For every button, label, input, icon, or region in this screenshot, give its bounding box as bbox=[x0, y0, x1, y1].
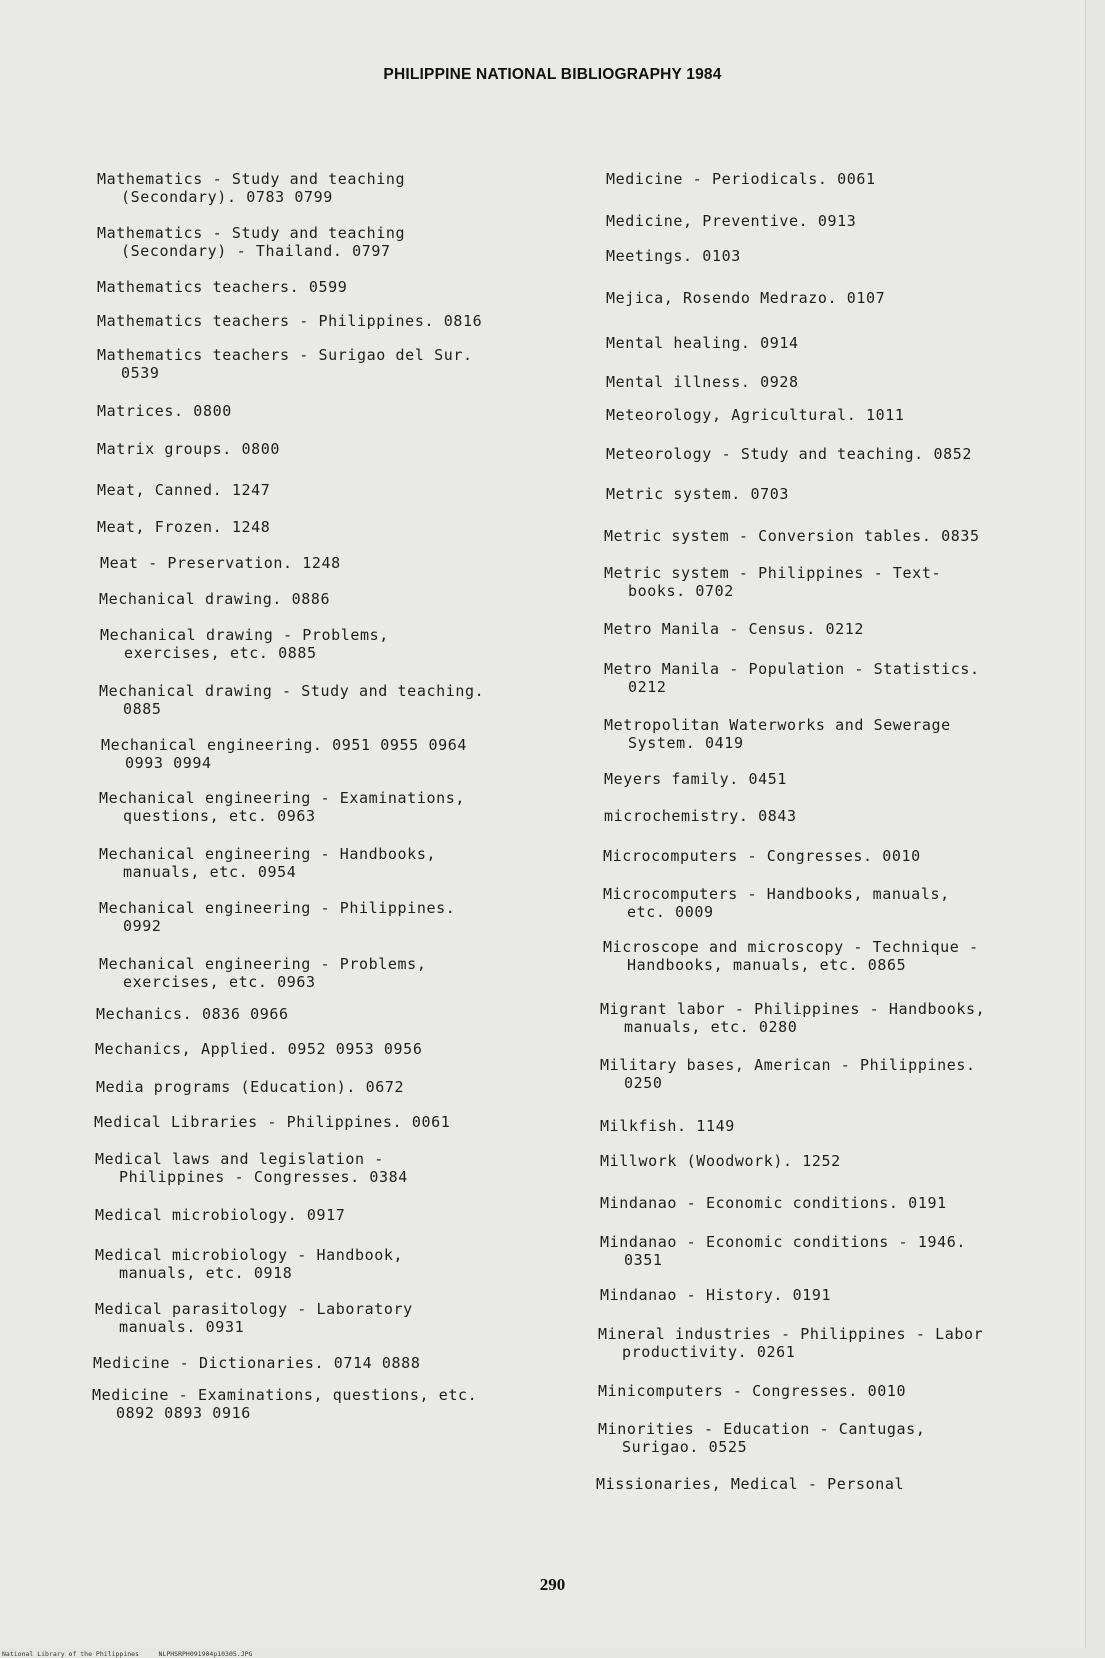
index-entry bbox=[604, 620, 864, 638]
index-entry bbox=[92, 1386, 477, 1422]
index-entry bbox=[604, 564, 941, 600]
entry-continuation: manuals. 0931 bbox=[119, 1318, 245, 1336]
entry-heading: Medicine - Periodicals. 0061 bbox=[606, 170, 876, 188]
entry-heading: Milkfish. 1149 bbox=[600, 1117, 735, 1135]
index-entry bbox=[606, 406, 905, 424]
entry-continuation: exercises, etc. 0885 bbox=[124, 644, 317, 662]
index-entry bbox=[96, 1078, 404, 1096]
index-entry bbox=[101, 736, 467, 772]
entry-continuation: manuals, etc. 0954 bbox=[123, 863, 297, 881]
entry-heading: Matrices. 0800 bbox=[97, 402, 232, 420]
index-entry bbox=[95, 1150, 408, 1186]
entry-heading: Metro Manila - Population - Statistics. bbox=[604, 660, 980, 678]
entry-heading: Meteorology, Agricultural. 1011 bbox=[606, 406, 905, 424]
index-entry bbox=[606, 170, 876, 188]
entry-heading: Mechanical engineering - Problems, bbox=[99, 955, 427, 973]
page-header: PHILIPPINE NATIONAL BIBLIOGRAPHY 1984 bbox=[383, 66, 722, 83]
index-entry bbox=[603, 938, 979, 974]
index-entry bbox=[95, 1040, 422, 1058]
index-entry bbox=[604, 527, 980, 545]
entry-continuation: 0892 0893 0916 bbox=[116, 1404, 251, 1422]
entry-heading: Meat, Frozen. 1248 bbox=[97, 518, 271, 536]
entry-continuation: 0993 0994 bbox=[125, 754, 212, 772]
index-entry bbox=[99, 845, 436, 881]
entry-continuation: 0885 bbox=[123, 700, 162, 718]
entry-heading: Mechanics. 0836 0966 bbox=[96, 1005, 289, 1023]
entry-heading: Meyers family. 0451 bbox=[604, 770, 787, 788]
entry-heading: Mechanics, Applied. 0952 0953 0956 bbox=[95, 1040, 423, 1058]
entry-heading: Migrant labor - Philippines - Handbooks, bbox=[600, 1000, 986, 1018]
entry-heading: Meat, Canned. 1247 bbox=[97, 481, 271, 499]
entry-continuation: 0351 bbox=[624, 1251, 663, 1269]
index-entry bbox=[604, 807, 797, 825]
index-entry bbox=[99, 899, 455, 935]
entry-heading: Medicine - Examinations, questions, etc. bbox=[92, 1386, 478, 1404]
entry-continuation: productivity. 0261 bbox=[622, 1343, 796, 1361]
entry-heading: Mindanao - History. 0191 bbox=[600, 1286, 832, 1304]
index-entry bbox=[604, 660, 980, 696]
entry-heading: Microcomputers - Handbooks, manuals, bbox=[603, 885, 950, 903]
entry-heading: Metric system - Philippines - Text- bbox=[604, 564, 942, 582]
index-entry bbox=[96, 1005, 289, 1023]
entry-heading: Mathematics teachers - Surigao del Sur. bbox=[97, 346, 473, 364]
entry-continuation: (Secondary) - Thailand. 0797 bbox=[121, 242, 391, 260]
entry-continuation: manuals, etc. 0918 bbox=[119, 1264, 293, 1282]
entry-heading: Missionaries, Medical - Personal bbox=[596, 1475, 905, 1493]
index-entry bbox=[598, 1325, 983, 1361]
entry-heading: Mineral industries - Philippines - Labor bbox=[598, 1325, 984, 1343]
entry-heading: Meat - Preservation. 1248 bbox=[100, 554, 341, 572]
index-entry bbox=[97, 224, 405, 260]
index-entry bbox=[603, 847, 921, 865]
scan-footer: National Library of the Philippines NLPHSRPH091904p10305.JPG bbox=[2, 1650, 253, 1658]
index-entry bbox=[598, 1382, 906, 1400]
entry-heading: Mindanao - Economic conditions - 1946. bbox=[600, 1233, 966, 1251]
entry-continuation: etc. 0009 bbox=[627, 903, 714, 921]
entry-heading: Medical Libraries - Philippines. 0061 bbox=[94, 1113, 451, 1131]
index-entry bbox=[100, 554, 341, 572]
entry-heading: Matrix groups. 0800 bbox=[97, 440, 280, 458]
entry-heading: Medicine - Dictionaries. 0714 0888 bbox=[93, 1354, 421, 1372]
index-entry bbox=[97, 402, 232, 420]
index-entry bbox=[606, 212, 856, 230]
entry-heading: microchemistry. 0843 bbox=[604, 807, 797, 825]
index-entry bbox=[97, 312, 482, 330]
entry-heading: Mechanical engineering - Examinations, bbox=[99, 789, 465, 807]
index-entry bbox=[600, 1000, 985, 1036]
index-entry bbox=[97, 518, 270, 536]
index-entry bbox=[94, 1113, 450, 1131]
index-entry bbox=[598, 1420, 925, 1456]
entry-continuation: Handbooks, manuals, etc. 0865 bbox=[627, 956, 907, 974]
index-entry bbox=[606, 289, 885, 307]
index-entry bbox=[99, 789, 465, 825]
index-entry bbox=[97, 278, 347, 296]
entry-heading: Mindanao - Economic conditions. 0191 bbox=[600, 1194, 947, 1212]
entry-heading: Medicine, Preventive. 0913 bbox=[606, 212, 857, 230]
entry-heading: Mathematics - Study and teaching bbox=[97, 224, 406, 242]
index-entry bbox=[99, 955, 426, 991]
entry-heading: Mathematics teachers. 0599 bbox=[97, 278, 348, 296]
entry-heading: Metric system. 0703 bbox=[606, 485, 789, 503]
entry-continuation: 0992 bbox=[123, 917, 162, 935]
entry-heading: Mathematics - Study and teaching bbox=[97, 170, 406, 188]
index-entry bbox=[606, 485, 789, 503]
entry-continuation: Surigao. 0525 bbox=[622, 1438, 748, 1456]
entry-continuation: System. 0419 bbox=[628, 734, 744, 752]
entry-heading: Meetings. 0103 bbox=[606, 247, 741, 265]
entry-continuation: Philippines - Congresses. 0384 bbox=[119, 1168, 408, 1186]
entry-heading: Mechanical engineering - Handbooks, bbox=[99, 845, 437, 863]
index-entry bbox=[606, 373, 799, 391]
entry-heading: Mechanical drawing. 0886 bbox=[99, 590, 331, 608]
index-entry bbox=[606, 334, 799, 352]
index-entry bbox=[99, 682, 484, 718]
entry-heading: Metro Manila - Census. 0212 bbox=[604, 620, 865, 638]
entry-continuation: questions, etc. 0963 bbox=[123, 807, 316, 825]
index-entry bbox=[600, 1194, 947, 1212]
entry-continuation: exercises, etc. 0963 bbox=[123, 973, 316, 991]
index-entry bbox=[100, 626, 389, 662]
index-entry bbox=[97, 346, 473, 382]
index-entry bbox=[93, 1354, 420, 1372]
entry-continuation: books. 0702 bbox=[628, 582, 734, 600]
entry-heading: Microscope and microscopy - Technique - bbox=[603, 938, 979, 956]
index-entry bbox=[95, 1206, 345, 1224]
entry-heading: Medical laws and legislation - bbox=[95, 1150, 384, 1168]
index-entry bbox=[95, 1300, 413, 1336]
entry-heading: Mechanical drawing - Problems, bbox=[100, 626, 389, 644]
entry-continuation: 0250 bbox=[624, 1074, 663, 1092]
entry-heading: Mechanical engineering. 0951 0955 0964 bbox=[101, 736, 467, 754]
index-entry bbox=[99, 590, 330, 608]
index-entry bbox=[600, 1056, 976, 1092]
index-entry bbox=[604, 770, 787, 788]
entry-heading: Mental healing. 0914 bbox=[606, 334, 799, 352]
index-entry bbox=[95, 1246, 403, 1282]
entry-heading: Military bases, American - Philippines. bbox=[600, 1056, 976, 1074]
entry-heading: Mathematics teachers - Philippines. 0816 bbox=[97, 312, 483, 330]
entry-heading: Medical parasitology - Laboratory bbox=[95, 1300, 413, 1318]
entry-heading: Medical microbiology. 0917 bbox=[95, 1206, 346, 1224]
index-entry bbox=[600, 1286, 831, 1304]
index-entry bbox=[603, 885, 950, 921]
entry-continuation: 0212 bbox=[628, 678, 667, 696]
index-entry bbox=[596, 1475, 904, 1493]
index-entry bbox=[600, 1117, 735, 1135]
entry-heading: Minorities - Education - Cantugas, bbox=[598, 1420, 926, 1438]
entry-heading: Mechanical engineering - Philippines. bbox=[99, 899, 456, 917]
entry-heading: Microcomputers - Congresses. 0010 bbox=[603, 847, 921, 865]
index-entry bbox=[606, 247, 741, 265]
page-number: 290 bbox=[539, 1575, 566, 1594]
index-entry bbox=[97, 481, 270, 499]
entry-heading: Mejica, Rosendo Medrazo. 0107 bbox=[606, 289, 886, 307]
entry-heading: Metric system - Conversion tables. 0835 bbox=[604, 527, 980, 545]
index-entry bbox=[600, 1152, 841, 1170]
entry-heading: Mental illness. 0928 bbox=[606, 373, 799, 391]
index-entry bbox=[606, 445, 972, 463]
entry-heading: Millwork (Woodwork). 1252 bbox=[600, 1152, 841, 1170]
entry-heading: Metropolitan Waterworks and Sewerage bbox=[604, 716, 951, 734]
entry-continuation: (Secondary). 0783 0799 bbox=[121, 188, 333, 206]
index-entry bbox=[97, 440, 280, 458]
entry-heading: Minicomputers - Congresses. 0010 bbox=[598, 1382, 907, 1400]
entry-heading: Medical microbiology - Handbook, bbox=[95, 1246, 404, 1264]
index-entry bbox=[600, 1233, 966, 1269]
entry-heading: Meteorology - Study and teaching. 0852 bbox=[606, 445, 972, 463]
entry-continuation: 0539 bbox=[121, 364, 160, 382]
entry-continuation: manuals, etc. 0280 bbox=[624, 1018, 798, 1036]
index-entry bbox=[604, 716, 951, 752]
index-entry bbox=[97, 170, 405, 206]
entry-heading: Media programs (Education). 0672 bbox=[96, 1078, 405, 1096]
entry-heading: Mechanical drawing - Study and teaching. bbox=[99, 682, 485, 700]
